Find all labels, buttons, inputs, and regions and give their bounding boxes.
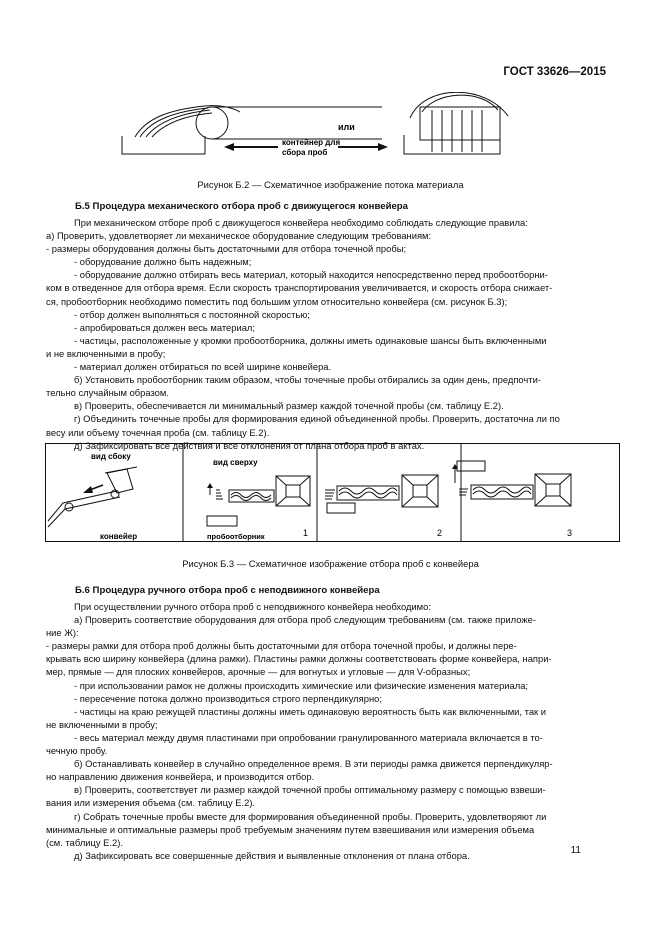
text-line: При осуществлении ручного отбора проб с неподвижного конвейера необходимо: bbox=[74, 601, 431, 612]
text-line: ся, пробоотборник необходимо поместить под большим углом относительно конвейера (см. рисунок Б.3); bbox=[46, 295, 508, 307]
label-conveyor: конвейер bbox=[100, 532, 138, 541]
text-line: - при использовании рамок не должны происходить химические или физические изменения материала; bbox=[74, 679, 529, 691]
text-line: вания или измерения объема (см. таблицу Е.2). bbox=[46, 797, 256, 809]
section-b5-body bbox=[46, 216, 615, 452]
text-line: При механическом отборе проб с движущегося конвейера необходимо соблюдать следующие правила: bbox=[74, 217, 528, 228]
figure-b2-diagram bbox=[120, 92, 530, 172]
text-line: б) Останавливать конвейер в случайно определенное время. В эти периоды рамка движется перпендикуляр- bbox=[74, 758, 553, 770]
label-container-line2: сбора проб bbox=[282, 148, 328, 157]
text-line: крывать всю ширину конвейера (длина рамки). Пластины рамки должны соответствовать форме конвейера, напри- bbox=[46, 653, 552, 665]
text-line: в) Проверить, обеспечивается ли минимальный размер каждой точечной пробы (см. таблицу Е.2). bbox=[74, 400, 504, 412]
section-b5-title: Б.5 Процедура механического отбора проб с движущегося конвейера bbox=[75, 201, 408, 212]
text-line: не включенными в пробу; bbox=[46, 718, 158, 730]
text-line: (см. таблицу Е.2). bbox=[46, 836, 123, 848]
text-line: г) Собрать точечные пробы вместе для формирования объединенной пробы. Проверить, удовлетворяют ли bbox=[74, 810, 547, 822]
text-line: - весь материал между двумя пластинами при опробовании гранулированного материала включается в то- bbox=[74, 731, 543, 743]
panel-number-2: 2 bbox=[437, 528, 443, 538]
text-line: - апробироваться должен весь материал; bbox=[74, 321, 255, 333]
text-line: но направлению движения конвейера, и производится отбор. bbox=[46, 771, 315, 783]
text-line: г) Объединить точечные пробы для формирования единой объединенной пробы. Проверить, достаточна ли по bbox=[74, 413, 560, 425]
text-line: - материал должен отбираться по всей ширине конвейера. bbox=[74, 361, 332, 373]
text-line: весу или объему точечная проба (см. таблицу Е.2). bbox=[46, 426, 270, 438]
figure-b2-caption: Рисунок Б.2 — Схематичное изображение потока материала bbox=[197, 179, 464, 190]
text-line: - частицы на краю режущей пластины должны иметь одинаковую вероятность быть как включенными, так и bbox=[74, 705, 546, 717]
text-line: тельно случайным образом. bbox=[46, 387, 169, 399]
panel-number-1: 1 bbox=[303, 528, 309, 538]
text-line: мер, прямые — для плоских конвейеров, арочные — для вогнутых и угловые — для V-образных; bbox=[46, 666, 471, 678]
text-line: а) Проверить, удовлетворяет ли механическое оборудование следующим требованиям: bbox=[46, 230, 432, 242]
standard-number: ГОСТ 33626—2015 bbox=[503, 66, 606, 78]
text-line: д) Зафиксировать все действия и все отклонения от плана отбора проб в актах. bbox=[74, 439, 425, 451]
label-sampler: пробоотборник bbox=[207, 532, 265, 541]
section-b6-title: Б.6 Процедура ручного отбора проб с неподвижного конвейера bbox=[75, 585, 380, 596]
text-line: ние Ж): bbox=[46, 627, 79, 639]
text-line: - размеры рамки для отбора проб должны быть достаточными для отбора точечной пробы, и должны пере- bbox=[46, 640, 517, 652]
text-line: и не включенными в пробу; bbox=[46, 347, 166, 359]
label-container-line1: контейнер для bbox=[282, 138, 341, 147]
text-line: б) Установить пробоотборник таким образом, чтобы точечные пробы отбирались за один день, предпочти- bbox=[74, 374, 541, 386]
figure-b3-caption: Рисунок Б.3 — Схематичное изображение отбора проб с конвейера bbox=[182, 558, 479, 569]
text-line: - отбор должен выполняться с постоянной скоростью; bbox=[74, 308, 310, 320]
page-number: 11 bbox=[570, 845, 581, 856]
panel-number-3: 3 bbox=[567, 528, 573, 538]
text-line: чечную пробу. bbox=[46, 745, 108, 757]
figure-b3-diagram bbox=[45, 443, 620, 543]
section-b6-body bbox=[46, 600, 615, 862]
text-line: - оборудование должно быть надежным; bbox=[74, 256, 252, 268]
text-line: - размеры оборудования должны быть достаточными для отбора точечной пробы; bbox=[46, 243, 407, 255]
text-line: д) Зафиксировать все совершенные действия и выявленные отклонения от плана отбора. bbox=[74, 849, 470, 861]
text-line: а) Проверить соответствие оборудования для отбора проб следующим требованиям (см. также приложе- bbox=[74, 614, 536, 626]
text-line: в) Проверить, соответствует ли размер каждой точечной пробы оптимальному размеру с помощью взвеши- bbox=[74, 784, 546, 796]
text-line: - пересечение потока должно производиться строго перпендикулярно; bbox=[74, 692, 382, 704]
text-line: - оборудование должно отбирать весь материал, который находится непосредственно перед пробоотборни- bbox=[74, 269, 548, 281]
text-line: - частицы, расположенные у кромки пробоотборника, должны иметь одинаковые шансы быть включенными bbox=[74, 334, 547, 346]
text-line: минимальные и оптимальные размеры проб требуемым значениям путем взвешивания или измерения объема bbox=[46, 823, 535, 835]
label-or: или bbox=[338, 122, 355, 132]
label-side-view: вид сбоку bbox=[91, 452, 131, 461]
label-top-view: вид сверху bbox=[213, 458, 258, 467]
text-line: ком в отведенное для отбора время. Если скорость транспортирования увеличивается, и скорость отбора снижает- bbox=[46, 282, 553, 294]
